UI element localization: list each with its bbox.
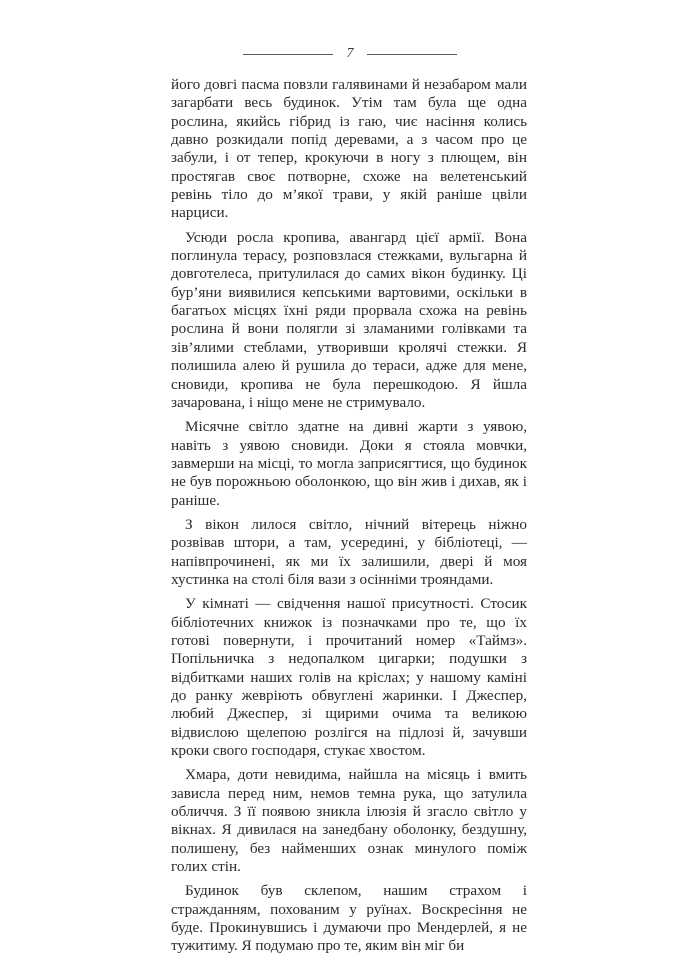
paragraph-1: його довгі пасма повзли галявинами й незабаром мали загарбати весь будинок. Утім там була ще одна рослина, якийсь гібрид із гаю, чиє насіння колись давно розкидали попід деревами, а з часом про це забули, і от тепер, крокуючи в ногу з плющем, він простягав своє потворне, схоже на велетенський ревінь тіло до м’якої трави, у якій раніше цвіли нарциси. (171, 76, 527, 222)
paragraph-5: У кімнаті — свідчення нашої присутності. Стосик бібліотечних книжок із позначками про те, що їх готові повернути, і прочитаний номер «Таймз». Попільничка з недопалком цигарки; подушки з відбитками наших голів на кріслах; у нашому каміні до ранку жевріють обвуглені жаринки. І Джеспер, любий Джеспер, зі щирими очима та великою відвислою щелепою розлігся на підлозі й, зачувши кроки свого господаря, стукає хвостом. (171, 595, 527, 760)
paragraph-6: Хмара, доти невидима, найшла на місяць і вмить зависла перед ним, немов темна рука, що затулила обличчя. З її появою зникла ілюзія й згасло світло у вікнах. Я дивилася на занедбану оболонку, бездушну, полишену, без найменших ознак минулого поміж голих стін. (171, 766, 527, 876)
page-body (171, 76, 527, 956)
header-rule-right (367, 54, 457, 55)
page-header (243, 44, 457, 64)
paragraph-7: Будинок був склепом, нашим страхом і стражданням, похованим у руїнах. Воскресіння не буде. Прокинувшись і думаючи про Мендерлей, я не тужитиму. Я подумаю про те, яким він міг би (171, 882, 527, 955)
paragraph-3: Місячне світло здатне на дивні жарти з уявою, навіть з уявою сновиди. Доки я стояла мовчки, завмерши на місці, то могла заприсягтися, що будинок не був порожньою оболонкою, що він жив і дихав, як і раніше. (171, 418, 527, 509)
paragraph-2: Усюди росла кропива, авангард цієї армії. Вона поглинула терасу, розповзлася стежками, вульгарна й довготелеса, притулилася до самих вікон будинку. Ці бур’яни виявилися кепськими вартовими, оскільки в багатьох місцях їхні ряди прорвала схожа на ревінь рослина й вони полягли зі зламаними голівками та зів’ялими стеблами, утворивши кролячі стежки. Я полишила алею й рушила до тераси, адже для мене, сновиди, кропива не була перешкодою. Я йшла зачарована, і ніщо мене не стримувало. (171, 228, 527, 411)
page-number: 7 (346, 46, 354, 61)
paragraph-4: З вікон лилося світло, нічний вітерець ніжно розвівав штори, а там, усередині, у бібліотеці, — напівпрочинені, як ми їх залишили, двері й моя хустинка на столі біля вази з осінніми трояндами. (171, 515, 527, 588)
header-rule-left (243, 54, 333, 55)
